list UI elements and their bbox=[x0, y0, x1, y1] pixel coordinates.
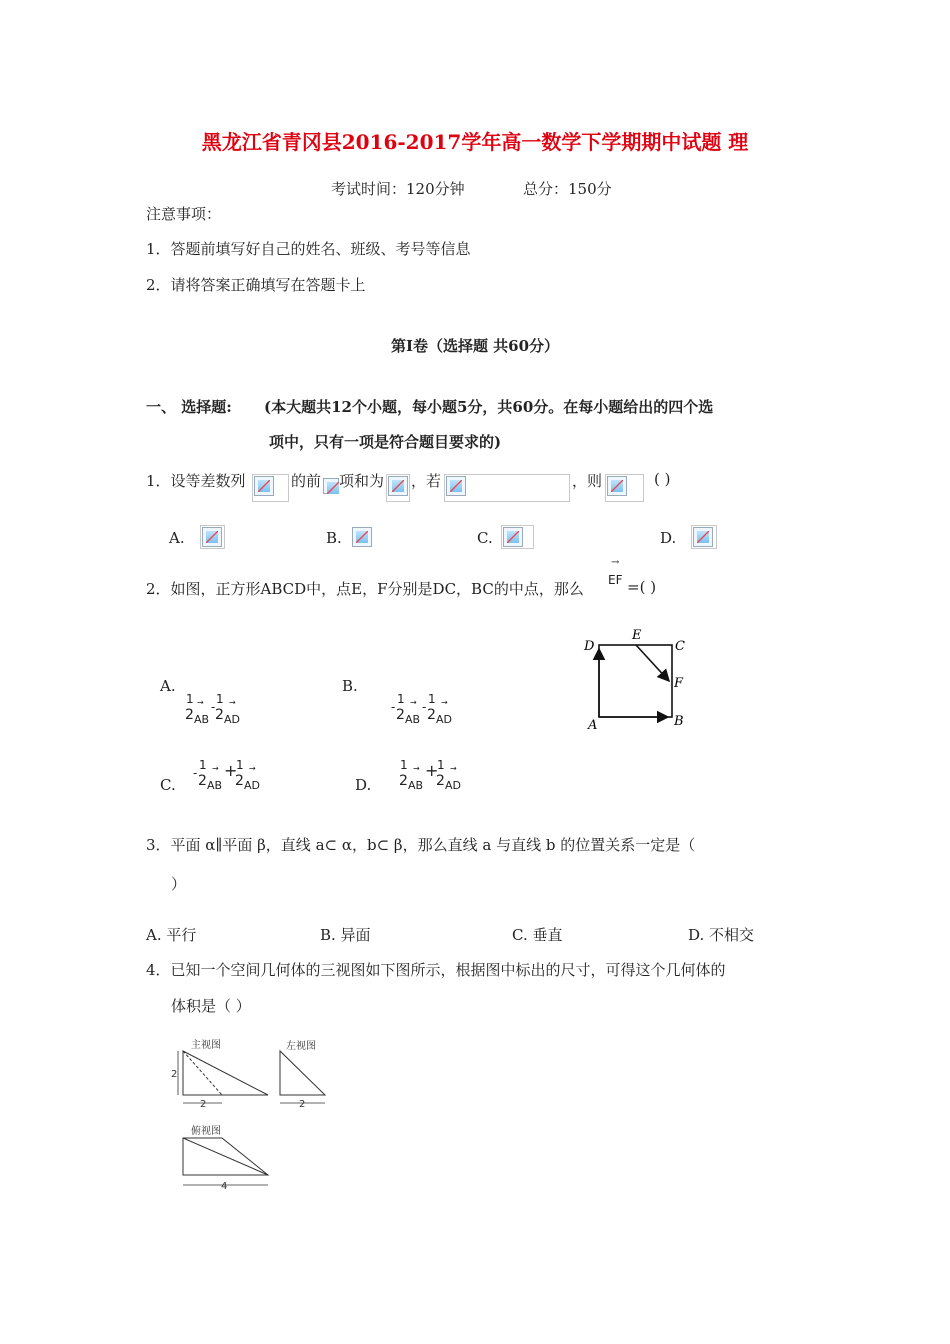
volume-title: 第I卷（选择题 共60分） bbox=[390, 337, 560, 355]
note-item-1: 1．答题前填写好自己的姓名、班级、考号等信息 bbox=[146, 240, 471, 258]
q3-option-c: C. 垂直 bbox=[512, 926, 563, 944]
vector-arrow-icon: → bbox=[249, 764, 256, 773]
vector-arrow-icon: → bbox=[413, 764, 420, 773]
frac-numerator: 1 bbox=[437, 758, 445, 772]
broken-image-icon bbox=[388, 476, 408, 496]
q1-prefix: 1．设等差数列 bbox=[146, 472, 246, 490]
q1-option-d-label: D. bbox=[660, 529, 677, 547]
side-view-title: 左视图 bbox=[286, 1041, 316, 1052]
frac-numerator: 1 bbox=[428, 692, 436, 706]
q1-option-b-label: B. bbox=[326, 529, 342, 547]
frac-numerator: 1 bbox=[236, 758, 244, 772]
q2-option-a-label: A. bbox=[160, 677, 176, 695]
three-view-figure bbox=[165, 1035, 340, 1195]
operator: - bbox=[422, 700, 427, 714]
exam-score: 总分：150分 bbox=[523, 180, 612, 198]
section-desc-line2: 项中，只有一项是符合题目要求的) bbox=[269, 433, 502, 451]
q4-line1: 4．已知一个空间几何体的三视图如下图所示，根据图中标出的尺寸，可得这个几何体的 bbox=[146, 961, 726, 979]
exam-time: 考试时间：120分钟 bbox=[331, 180, 465, 198]
figure-label-c: C bbox=[675, 639, 685, 654]
frac-numerator: 1 bbox=[186, 692, 194, 706]
q1-option-c-label: C. bbox=[477, 529, 493, 547]
broken-image-icon bbox=[254, 476, 274, 496]
q3-option-a: A. 平行 bbox=[146, 926, 197, 944]
broken-image-icon bbox=[693, 527, 713, 547]
q2-option-d-label: D. bbox=[355, 776, 372, 794]
document-title: 黑龙江省青冈县2016-2017学年高一数学下学期期中试题 理 bbox=[201, 130, 749, 154]
dim-front-width: 2 bbox=[200, 1099, 207, 1110]
vector-arrow-icon: → bbox=[611, 557, 620, 568]
broken-image-icon bbox=[202, 527, 222, 547]
section-desc-line1: (本大题共12个小题，每小题5分，共60分。在每小题给出的四个选 bbox=[264, 398, 714, 416]
vector-ab: AB bbox=[408, 779, 424, 792]
q1-mid4: ，则 bbox=[572, 472, 603, 490]
top-view-title: 俯视图 bbox=[191, 1126, 221, 1137]
frac-denominator: 2 bbox=[396, 707, 405, 723]
q1-mid1: 的前 bbox=[291, 472, 322, 490]
figure-label-f: F bbox=[674, 676, 684, 691]
broken-image-icon bbox=[607, 476, 627, 496]
vector-arrow-icon: → bbox=[212, 764, 219, 773]
figure-label-b: B bbox=[674, 714, 684, 729]
operator: - bbox=[211, 700, 216, 714]
frac-denominator: 2 bbox=[436, 773, 445, 789]
q1-option-a-label: A. bbox=[169, 529, 185, 547]
frac-denominator: 2 bbox=[427, 707, 436, 723]
frac-numerator: 1 bbox=[216, 692, 224, 706]
q2-text: 2．如图，正方形ABCD中，点E，F分别是DC，BC的中点，那么 bbox=[146, 580, 584, 598]
vector-ad: AD bbox=[445, 779, 461, 792]
vector-arrow-icon: → bbox=[410, 698, 417, 707]
broken-image-icon bbox=[323, 478, 339, 494]
figure-label-e: E bbox=[632, 628, 642, 643]
vector-ab: AB bbox=[405, 713, 421, 726]
square-abcd-figure bbox=[580, 625, 690, 735]
q4-line2: 体积是（ ） bbox=[171, 997, 251, 1015]
frac-denominator: 2 bbox=[185, 707, 194, 723]
notes-heading: 注意事项： bbox=[146, 205, 222, 223]
vector-arrow-icon: → bbox=[450, 764, 457, 773]
q3-option-b: B. 异面 bbox=[320, 926, 371, 944]
q1-mid3: ，若 bbox=[411, 472, 442, 490]
vector-ad: AD bbox=[436, 713, 452, 726]
front-view-title: 主视图 bbox=[191, 1040, 221, 1051]
vector-ad: AD bbox=[224, 713, 240, 726]
operator: - bbox=[391, 700, 396, 714]
vector-ad: AD bbox=[244, 779, 260, 792]
frac-denominator: 2 bbox=[399, 773, 408, 789]
operator: + bbox=[224, 761, 238, 780]
frac-numerator: 1 bbox=[199, 758, 207, 772]
figure-label-d: D bbox=[584, 639, 595, 654]
q2-option-c-label: C. bbox=[160, 776, 176, 794]
dim-top-width: 4 bbox=[221, 1181, 228, 1192]
broken-image-icon bbox=[352, 527, 372, 547]
operator: + bbox=[425, 761, 439, 780]
figure-label-a: A bbox=[588, 718, 598, 733]
vector-arrow-icon: → bbox=[229, 698, 236, 707]
frac-numerator: 1 bbox=[397, 692, 405, 706]
frac-denominator: 2 bbox=[215, 707, 224, 723]
section-heading: 一、 选择题: bbox=[146, 398, 232, 416]
vector-ab: AB bbox=[207, 779, 223, 792]
q3-line2: ） bbox=[171, 875, 187, 893]
q1-answer-blank: ( ) bbox=[654, 470, 671, 488]
q2-answer-blank: =( ) bbox=[627, 578, 657, 596]
frac-numerator: 1 bbox=[400, 758, 408, 772]
dim-height: 2 bbox=[171, 1069, 178, 1080]
broken-image-icon bbox=[503, 527, 523, 547]
dim-side-width: 2 bbox=[299, 1099, 306, 1110]
q2-vector-ef: EF bbox=[608, 573, 623, 587]
vector-ab: AB bbox=[194, 713, 210, 726]
q3-line1: 3．平面 α∥平面 β，直线 a⊂ α，b⊂ β，那么直线 a 与直线 b 的位置关系一定是（ bbox=[146, 836, 696, 854]
broken-image-icon bbox=[446, 476, 466, 496]
q1-mid2: 项和为 bbox=[339, 472, 385, 490]
vector-arrow-icon: → bbox=[441, 698, 448, 707]
vector-arrow-icon: → bbox=[197, 698, 204, 707]
note-item-2: 2．请将答案正确填写在答题卡上 bbox=[146, 276, 366, 294]
operator: - bbox=[193, 766, 198, 780]
q3-option-d: D. 不相交 bbox=[688, 926, 755, 944]
frac-denominator: 2 bbox=[198, 773, 207, 789]
frac-denominator: 2 bbox=[235, 773, 244, 789]
q2-option-b-label: B. bbox=[342, 677, 358, 695]
